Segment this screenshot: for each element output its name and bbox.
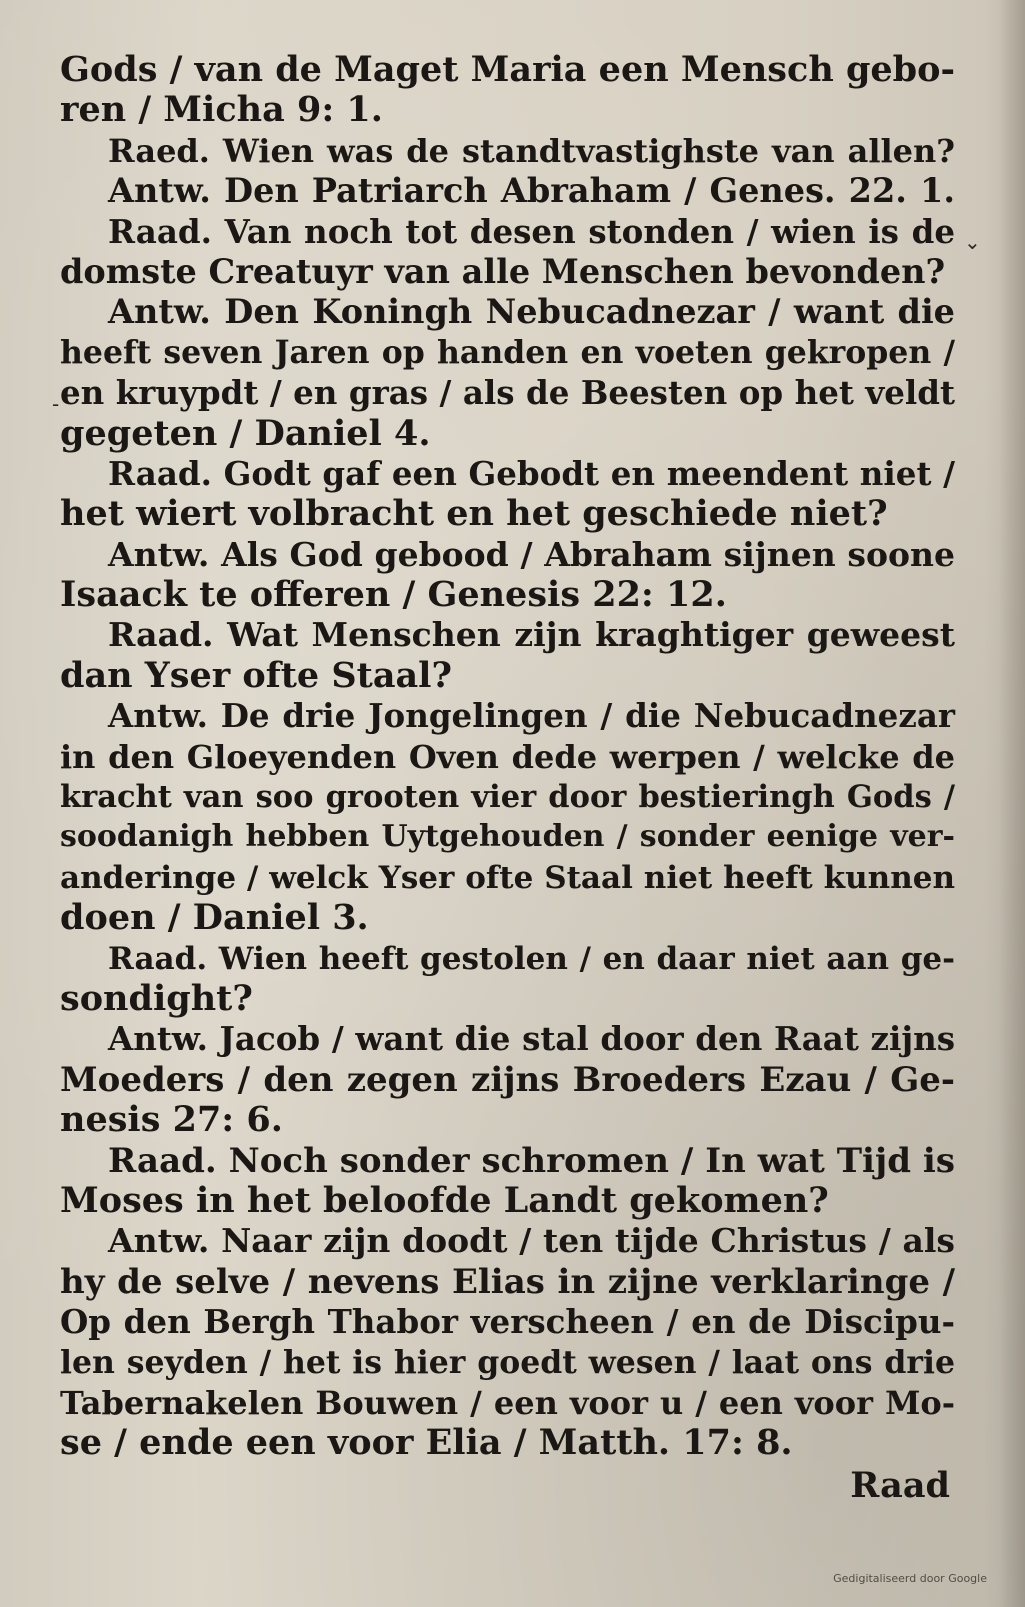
text-line: nesis 27: 6. xyxy=(60,1099,283,1141)
text-line: Antw. Als God gebood / Abraham sijnen soone xyxy=(108,534,955,574)
text-line: in den Gloeyenden Oven dede werpen / welcke de xyxy=(60,737,955,776)
text-line: Op den Bergh Thabor verscheen / en de Discipu- xyxy=(60,1302,955,1342)
text-line: Antw. Jacob / want die stal door den Raat zijns xyxy=(108,1019,955,1059)
text-line: hy de selve / nevens Elias in zijne verklaringe / xyxy=(60,1261,955,1302)
text-line: Antw. Den Patriarch Abraham / Genes. 22. 1. xyxy=(108,171,955,211)
text-line: dan Yser ofte Staal? xyxy=(60,654,452,696)
text-line: en kruypdt / en gras / als de Beesten op het veldt xyxy=(60,373,955,413)
text-line: anderinge / welck Yser ofte Staal niet heeft kunnen xyxy=(60,859,955,896)
text-line: heeft seven Jaren op handen en voeten gekropen / xyxy=(60,333,955,371)
text-line: Raad. Wat Menschen zijn kraghtiger geweest xyxy=(108,615,955,655)
text-line: Gods / van de Maget Maria een Mensch gebo- xyxy=(60,49,956,90)
text-line: Raed. Wien was de standtvastighste van allen? xyxy=(108,131,955,170)
text-line: domste Creatuyr van alle Menschen bevonden? xyxy=(60,251,946,291)
margin-mark: ⌄ xyxy=(964,230,981,254)
text-line: Raad. Van noch tot desen stonden / wien is de xyxy=(108,211,955,251)
page-text xyxy=(60,50,955,1464)
text-line: ren / Micha 9: 1. xyxy=(60,89,383,131)
text-line: len seyden / het is hier goedt wesen / laat ons drie xyxy=(60,1343,955,1381)
text-line: soodanigh hebben Uytgehouden / sonder eenige ver- xyxy=(60,819,955,855)
digitization-watermark: Gedigitaliseerd door Google xyxy=(833,1572,987,1585)
text-line: Moeders / den zegen zijns Broeders Ezau / Ge- xyxy=(60,1059,955,1100)
text-line: gegeten / Daniel 4. xyxy=(60,412,431,454)
text-line: Antw. Den Koningh Nebucadnezar / want die xyxy=(108,292,955,332)
text-line: Isaack te offeren / Genesis 22: 12. xyxy=(60,574,727,616)
text-line: Raad. Noch sonder schromen / In wat Tijd is xyxy=(108,1140,955,1181)
text-line: Raad. Godt gaf een Gebodt en meendent niet / xyxy=(108,453,955,493)
text-line: Moses in het beloofde Landt gekomen? xyxy=(60,1179,829,1221)
text-line: Antw. Naar zijn doodt / ten tijde Christus / als xyxy=(108,1221,955,1261)
text-line: doen / Daniel 3. xyxy=(60,897,369,939)
text-line: Raad. Wien heeft gestolen / en daar niet aan ge- xyxy=(108,940,955,977)
text-line: sondight? xyxy=(60,977,253,1019)
text-line: se / ende een voor Elia / Matth. 17: 8. xyxy=(60,1422,793,1464)
page-edge-shadow xyxy=(999,0,1025,1607)
text-line: Antw. De drie Jongelingen / die Nebucadnezar xyxy=(108,696,955,736)
text-line: het wiert volbracht en het geschiede niet? xyxy=(60,493,888,535)
catchword: Raad xyxy=(850,1465,950,1506)
margin-mark: - xyxy=(52,392,60,416)
text-line: kracht van soo grooten vier door bestieringh Gods / xyxy=(60,779,955,816)
text-line: Tabernakelen Bouwen / een voor u / een voor Mo- xyxy=(60,1383,955,1422)
